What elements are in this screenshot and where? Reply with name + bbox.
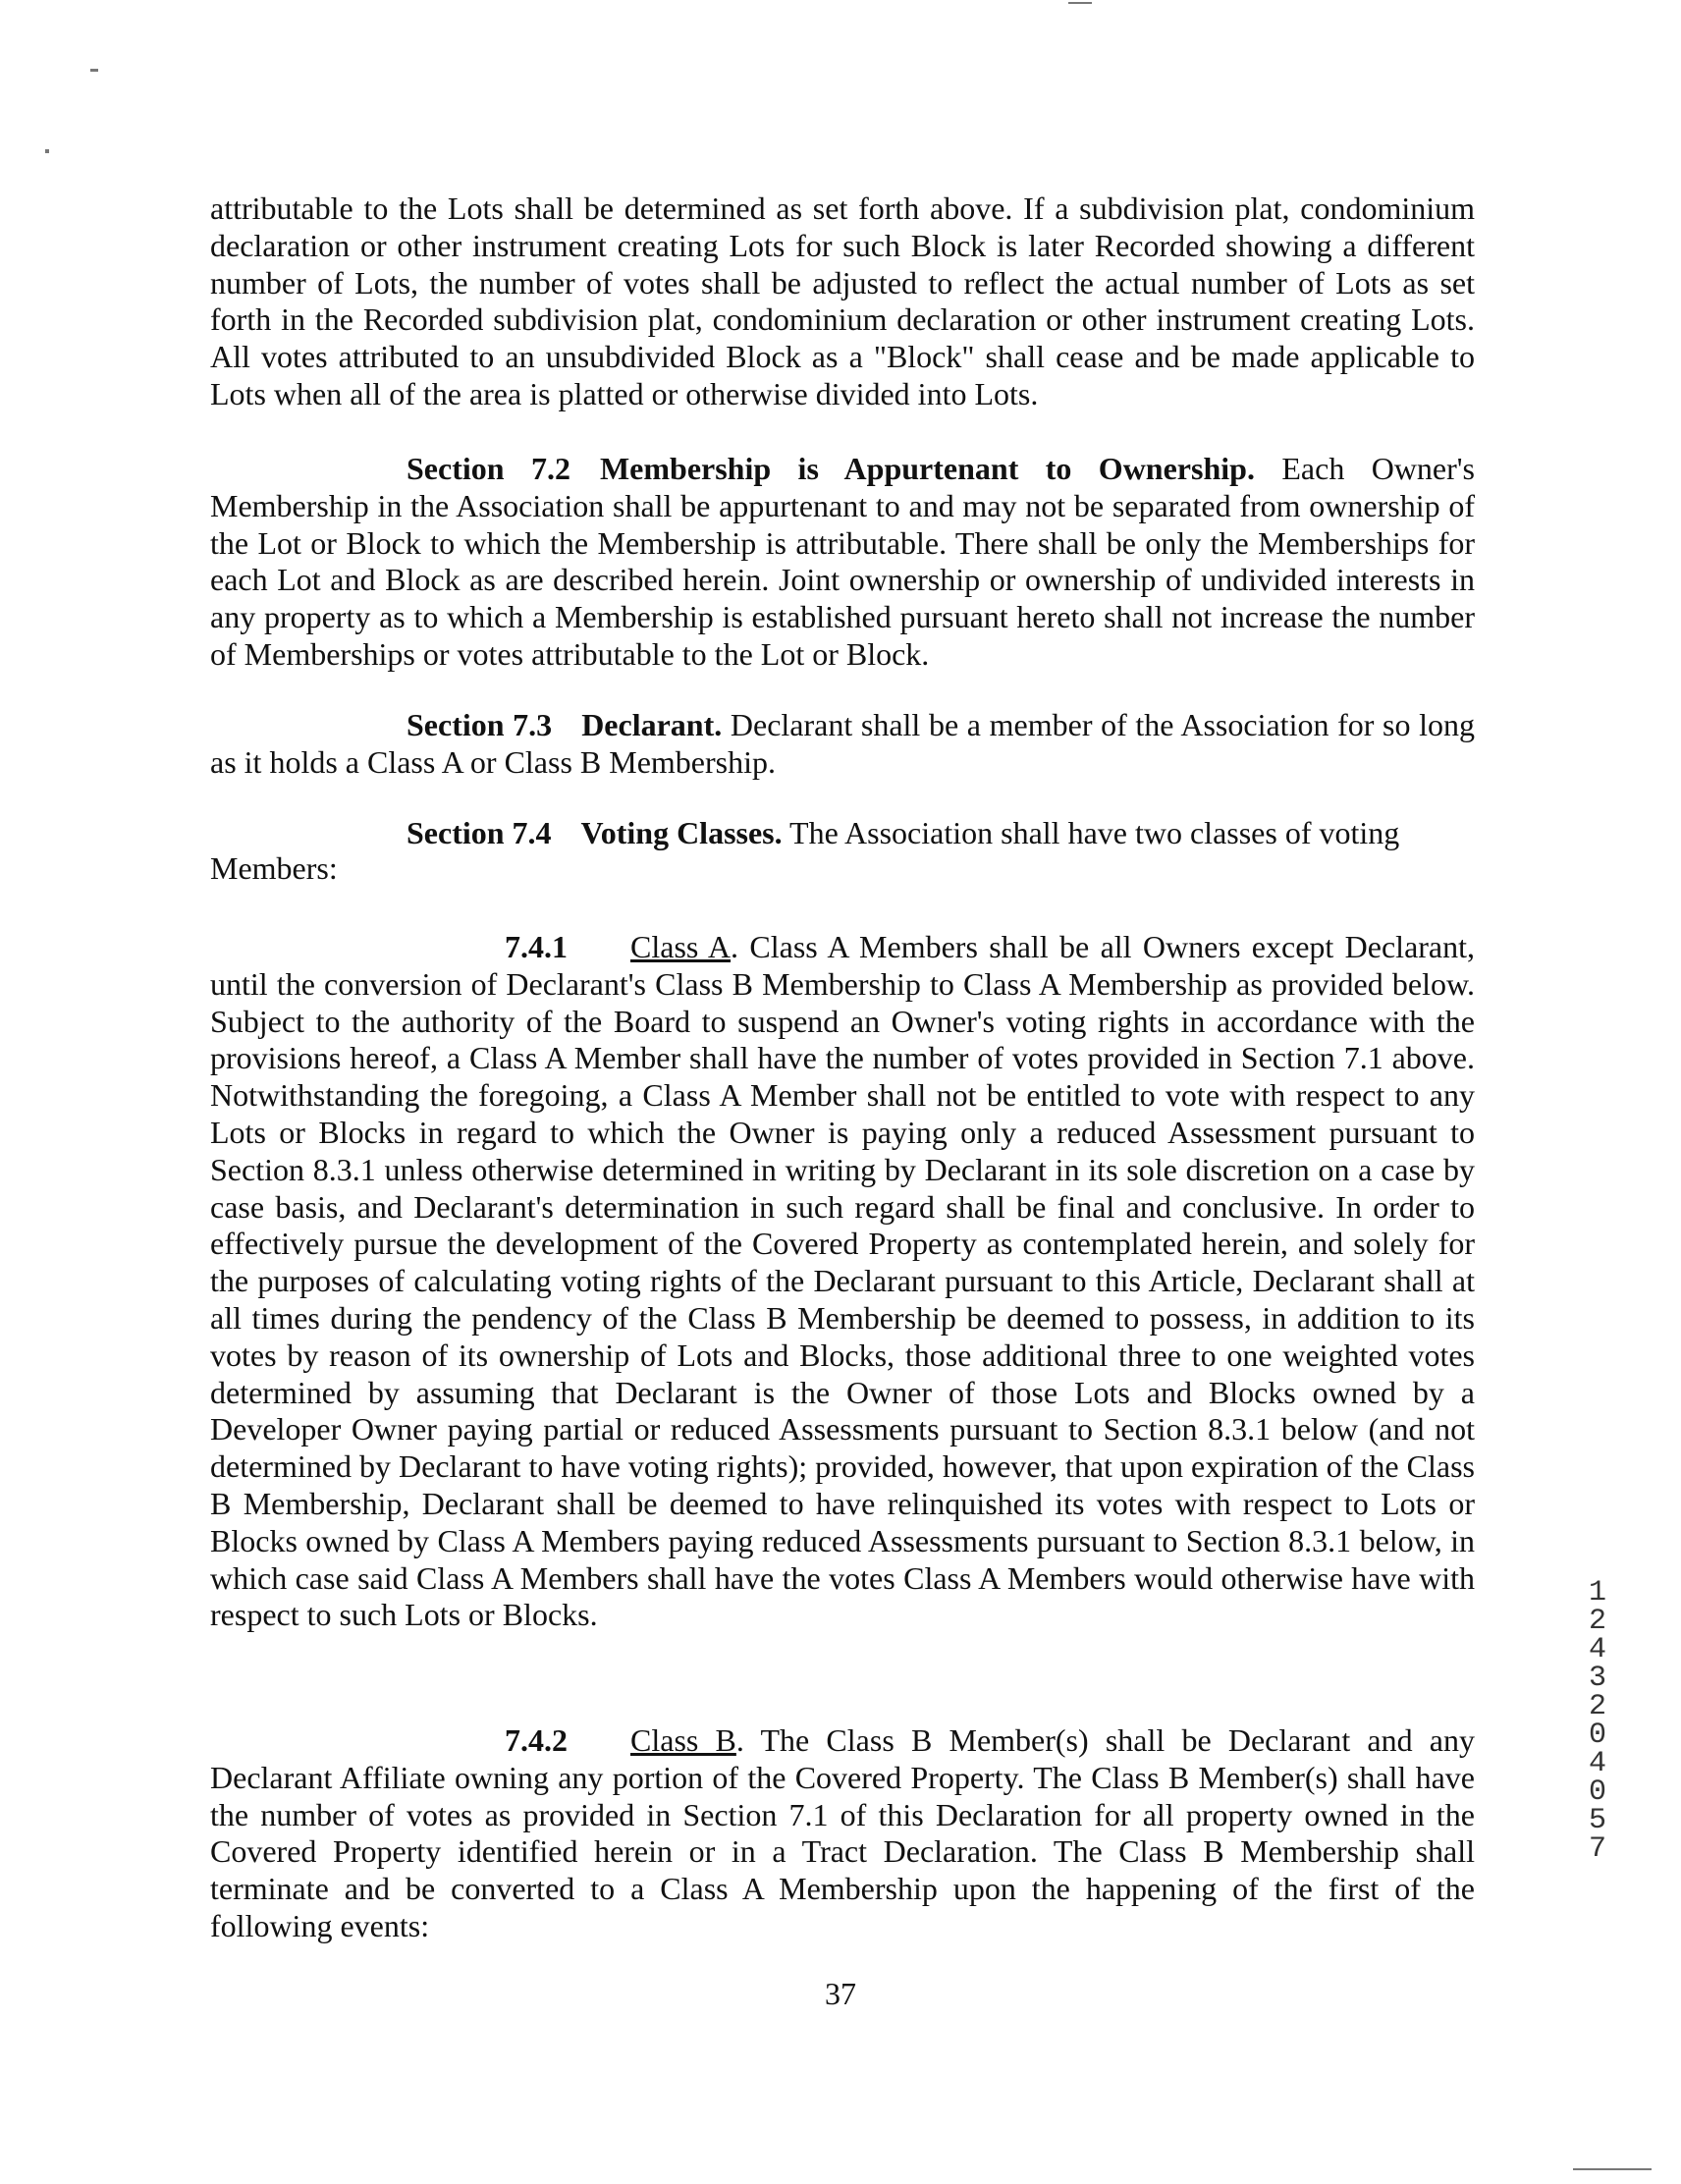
section-heading: Membership is Appurtenant to Ownership. bbox=[599, 451, 1255, 486]
section-7-3 bbox=[210, 707, 1475, 782]
scan-mark bbox=[1068, 2, 1092, 4]
section-number: Section 7.4 bbox=[407, 815, 552, 850]
page-number: 37 bbox=[825, 1976, 856, 2011]
section-heading: Voting Classes. bbox=[580, 815, 783, 850]
section-body: Declarant shall be a member of the Association for so long as it holds a Class A or Class B Membership. bbox=[210, 707, 1476, 780]
section-number: Section 7.2 bbox=[407, 451, 570, 486]
scan-mark bbox=[1573, 2168, 1652, 2170]
section-7-4-1: 7.4.1 Class A. Class A Members shall be all Owners except Declarant, until the conversion of Declarant's Class B Membership to Class A Membership as provided below. Subject to the authority of the Board to suspend an Owner's voting rights in accordance with the provisions hereof, a Class A Member shall have the number of votes provided in Section 7.1 above. Notwithstanding the foregoing, a Class A Member shall not be entitled to vote with respect to any Lots or Blocks in regard to which the Owner is paying only a reduced Assessment pursuant to Section 8.3.1 unless otherwise determined in writing by Declarant in its sole discretion on a case by case basis, and Declarant's determination in such regard shall be final and conclusive. In order to effectively pursue the development of the Covered Property as contemplated herein, and solely for the purposes of calculating voting rights of the Declarant pursuant to this Article, Declarant shall at all times during the pendency of the Class B Membership be deemed to possess, in addition to its votes by reason of its ownership of Lots and Blocks, those additional three to one weighted votes determined by assuming that Declarant is the Owner of those Lots and Blocks owned by a Developer Owner paying partial or reduced Assessments pursuant to Section 8.3.1 below (and not determined by Declarant to have voting rights); provided, however, that upon expiration of the Class B Membership, Declarant shall be deemed to have relinquished its votes with respect to Lots or Blocks owned by Class A Members paying reduced Assessments pursuant to Section 8.3.1 below, in which case said Class A Members shall have the votes Class A Members would otherwise have with respect to such Lots or Blocks. bbox=[210, 929, 1476, 1633]
side-stamp: 12432 04057 bbox=[1588, 1576, 1606, 1866]
subsection-number: 7.4.1 bbox=[505, 929, 568, 964]
section-7-2 bbox=[210, 451, 1475, 674]
section-number: Section 7.3 bbox=[407, 707, 553, 742]
subsection-body: The Class B Member(s) shall be Declarant and any Declarant Affiliate owning any portion of the Covered Property. The Class B Member(s) shall have the number of votes as provided in Section 7.1 of this Declaration for all property owned in the Covered Property identified herein or in a Tract Declaration. The Class B Membership shall terminate and be converted to a Class A Membership upon the happening of the first of the following events: bbox=[210, 1722, 1475, 1943]
subsection-heading: Class A bbox=[630, 929, 732, 964]
paragraph-continuation bbox=[210, 191, 1475, 413]
section-7-4 bbox=[407, 815, 1399, 852]
subsection-heading: Class B bbox=[630, 1722, 736, 1758]
scan-mark bbox=[45, 149, 49, 153]
section-body: Each Owner's Membership in the Association shall be appurtenant to and may not be separated from ownership of the Lot or Block to which the Membership is attributable. There shall be only the Memberships for each Lot and Block as are described herein. Joint ownership or ownership of undivided interests in any property as to which a Membership is established pursuant hereto shall not increase the number of Memberships or votes attributable to the Lot or Block. bbox=[210, 451, 1476, 672]
section-7-4-2: 7.4.2 Class B. The Class B Member(s) shall be Declarant and any Declarant Affiliate owning any portion of the Covered Property. The Class B Member(s) shall have the number of votes as provided in Section 7.1 of this Declaration for all property owned in the Covered Property identified herein or in a Tract Declaration. The Class B Membership shall terminate and be converted to a Class A Membership upon the happening of the first of the following events: bbox=[210, 1722, 1475, 1943]
subsection-body: Class A Members shall be all Owners except Declarant, until the conversion of Declarant's Class B Membership to Class A Membership as provided below. Subject to the authority of the Board to suspend an Owner's voting rights in accordance with the provisions hereof, a Class A Member shall have the number of votes provided in Section 7.1 above. Notwithstanding the foregoing, a Class A Member shall not be entitled to vote with respect to any Lots or Blocks in regard to which the Owner is paying only a reduced Assessment pursuant to Section 8.3.1 unless otherwise determined in writing by Declarant in its sole discretion on a case by case basis, and Declarant's determination in such regard shall be final and conclusive. In order to effectively pursue the development of the Covered Property as contemplated herein, and solely for the purposes of calculating voting rights of the Declarant pursuant to this Article, Declarant shall at all times during the pendency of the Class B Membership be deemed to possess, in addition to its votes by reason of its ownership of Lots and Blocks, those additional three to one weighted votes determined by assuming that Declarant is the Owner of those Lots and Blocks owned by a Developer Owner paying partial or reduced Assessments pursuant to Section 8.3.1 below (and not determined by Declarant to have voting rights); provided, however, that upon expiration of the Class B Membership, Declarant shall be deemed to have relinquished its votes with respect to Lots or Blocks owned by Class A Members paying reduced Assessments pursuant to Section 8.3.1 below, in which case said Class A Members shall have the votes Class A Members would otherwise have with respect to such Lots or Blocks. bbox=[210, 929, 1476, 1633]
subsection-number: 7.4.2 bbox=[505, 1722, 568, 1758]
section-heading: Declarant. bbox=[581, 707, 723, 742]
section-body: The Association shall have two classes of voting bbox=[789, 815, 1400, 850]
section-body-end: Members: bbox=[210, 850, 338, 886]
paragraph-text: attributable to the Lots shall be determined as set forth above. If a subdivision plat, condominium declaration or other instrument creating Lots for such Block is later Recorded showing a different number of Lots, the number of votes shall be adjusted to reflect the actual number of Lots as set forth in the Recorded subdivision plat, condominium declaration or other instrument creating Lots. All votes attributed to an unsubdivided Block as a "Block" shall cease and be made applicable to Lots when all of the area is platted or otherwise divided into Lots. bbox=[210, 191, 1475, 411]
scan-mark bbox=[90, 69, 98, 72]
section-7-4-continuation bbox=[210, 850, 338, 888]
